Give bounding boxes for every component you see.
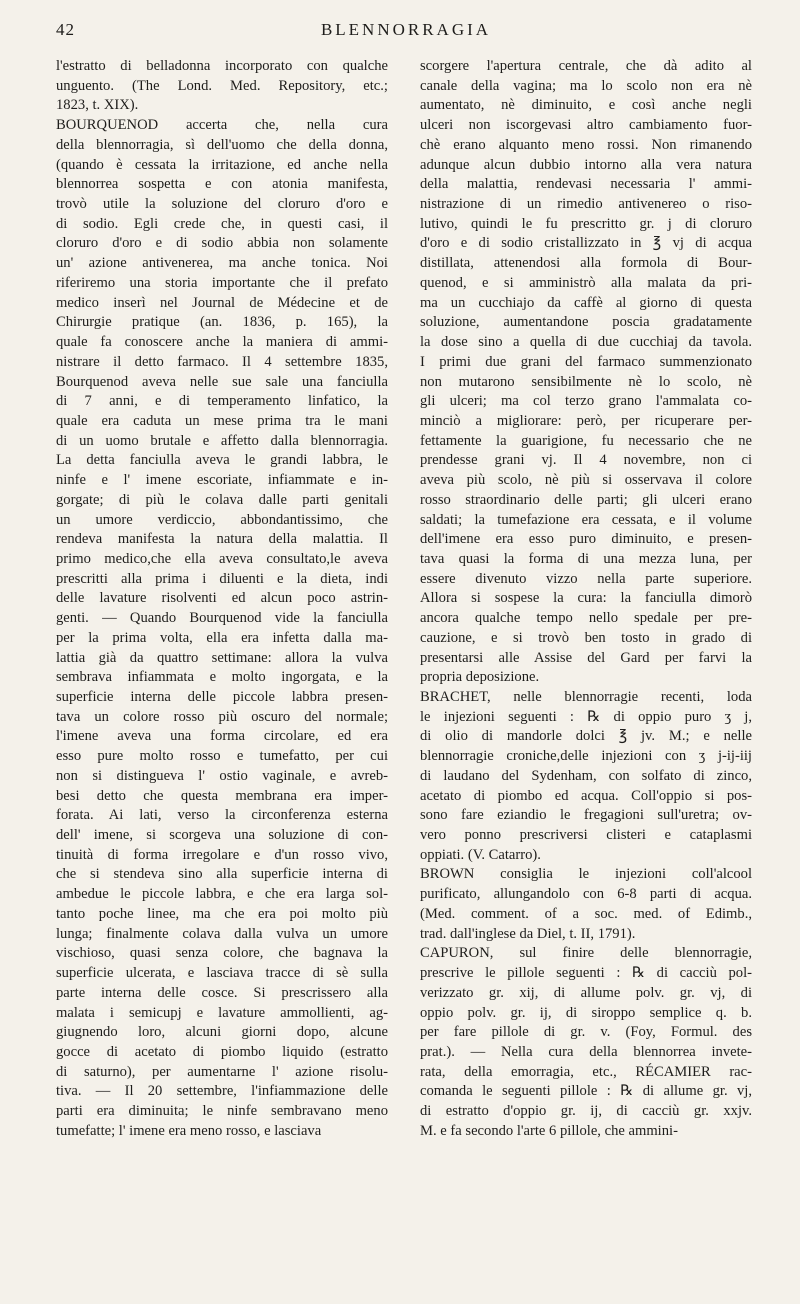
text-line: nistrare il detto farmaco. Il 4 settembre 1835, xyxy=(56,353,388,370)
text-line: primo medico,che ella aveva consultato,le aveva xyxy=(56,550,388,567)
text-line: M. e fa secondo l'arte 6 pillole, che ammini- xyxy=(420,1122,678,1139)
text-line: gli ulceri; ma col terzo grano l'ammalata co- xyxy=(420,393,752,410)
text-line: oppio polv. gr. ij, di siroppo semplice q. b. xyxy=(420,1004,752,1021)
text-line: la dose sino a quella di due cucchiaj da tavola. xyxy=(420,334,752,351)
running-title: BLENNORRAGIA xyxy=(320,20,492,39)
text-line: tava quasi la forma di una mezza luna, per xyxy=(420,550,752,567)
text-line: cauzione, e si trovò ben tosto in grado di xyxy=(420,629,752,646)
text-line: ambedue le piccole labbra, e che era larga sol- xyxy=(56,886,388,903)
text-line: lattia già da quattro settimane: allora la vulva xyxy=(56,649,388,666)
text-line: comanda le seguenti pillole : ℞ di allume gr. vj, xyxy=(420,1083,752,1100)
text-line: per la prima volta, ella era infetta dalla ma- xyxy=(56,629,388,646)
text-line: canale della vagina; ma lo scolo non era nè xyxy=(420,77,752,94)
text-line: oppiati. (V. Catarro). xyxy=(420,846,541,863)
text-line: minciò a migliorare: però, per ricuperare per- xyxy=(420,412,752,429)
text-line: esso pure molto rosso e tumefatto, per cui xyxy=(56,748,388,765)
text-line: riferiremo una storia importante che il prefato xyxy=(56,274,388,291)
text-line: di 7 anni, e di temperamento linfatico, la xyxy=(56,393,388,410)
text-line: sono fare eziandio le fregagioni sull'uretra; ov- xyxy=(420,807,752,824)
text-line: chè erano alquanto meno rossi. Non rimanendo xyxy=(420,136,752,153)
text-line: blennorragie croniche,delle injezioni con ʒ j-ij-iij xyxy=(420,748,752,765)
text-line: parti era diminuita; le ninfe sembravano meno xyxy=(56,1103,388,1120)
text-line: l'estratto di belladonna incorporato con qualche xyxy=(56,58,388,74)
text-line: lunga; finalmente colava dalla vulva un umore xyxy=(56,925,388,942)
text-line: (quando è cessata la irritazione, ed anche nella xyxy=(56,156,388,173)
text-line: medico inserì nel Journal de Médecine et de xyxy=(56,294,388,311)
text-line: ninfe e l' imene escoriate, infiammate e in- xyxy=(56,472,388,489)
text-line: di estratto d'oppio gr. ij, di cacciù gr. xxjv. xyxy=(420,1103,752,1120)
text-line: ulceri non iscorgevasi altro cambiamento fuor- xyxy=(420,117,752,134)
text-line: un' azione antivenerea, ma anche tonica. Noi xyxy=(56,255,388,272)
text-line: prat.). — Nella cura della blennorrea invete- xyxy=(420,1043,752,1060)
text-line: prendesse grani vj. Il 4 novembre, non ci xyxy=(420,452,752,469)
text-line: prescritti alla prima i diluenti e la dieta, indi xyxy=(56,570,388,587)
text-line: quenod, e si amministrò alla malata da pri- xyxy=(420,274,752,291)
text-line: di saturno), per aumentarne l' azione risolu- xyxy=(56,1063,388,1080)
text-line: superficie interna delle piccole labbra presen- xyxy=(56,689,388,705)
text-line: BOURQUENOD accerta che, nella cura xyxy=(56,117,388,134)
text-line: saldati; la tumefazione era cessata, e il volume xyxy=(420,511,752,528)
text-line: quale fa conoscere anche la maniera di ammi- xyxy=(56,334,388,351)
text-line: dell'imene era esso puro diminuito, e presen- xyxy=(420,531,752,548)
text-line: delle lavature risolventi ed alcun poco astrin- xyxy=(56,590,388,607)
text-line: genti. — Quando Bourquenod vide la fanciulla xyxy=(56,610,388,627)
text-line: BRACHET, nelle blennorragie recenti, loda xyxy=(420,689,752,705)
text-line: gocce di acetato di piombo liquido (estratto xyxy=(56,1043,388,1060)
text-line: vischioso, quasi senza colore, che bagnava la xyxy=(56,945,388,962)
page-header xyxy=(56,20,756,44)
text-line: di sodio. Egli crede che, in questi casi, il xyxy=(56,215,388,232)
text-line: di un uomo brutale e affetto dalla blennorragia. xyxy=(56,432,388,449)
text-line: non mutarono sensibilmente nè lo scolo, nè xyxy=(420,373,752,390)
text-line: La detta fanciulla aveva le grandi labbra, le xyxy=(56,452,388,469)
text-line: scorgere l'apertura centrale, che dà adito al xyxy=(420,58,752,74)
text-line: giugnendo loro, alcuni giorni dopo, alcune xyxy=(56,1024,388,1041)
text-line: 1823, t. XIX). xyxy=(56,97,139,114)
text-line: tava un colore rosso più oscuro del normale; xyxy=(56,708,388,725)
text-line: (Med. comment. of a soc. med. of Edimb., xyxy=(420,905,752,922)
text-line: d'oro e di sodio cristallizzato in ℥ vj di acqua xyxy=(420,235,752,252)
text-line: soluzione, aumentandone poscia gradatamente xyxy=(420,314,752,331)
text-line: propria deposizione. xyxy=(420,669,540,686)
text-line: della malattia, rendevasi necessaria l' ammi- xyxy=(420,176,752,193)
text-line: della blennorragia, sì dell'uomo che della donna, xyxy=(56,136,388,153)
text-line: presentarsi alle Assise del Gard per farvi la xyxy=(420,649,752,666)
text-line: rata, della emorragia, etc., RÉCAMIER rac- xyxy=(420,1063,752,1080)
text-line: vero ponno prescriversi clisteri e cataplasmi xyxy=(420,827,752,844)
right-text-column xyxy=(420,57,752,1142)
text-line: parte interna delle cosce. Si prescrissero alla xyxy=(56,984,388,1001)
text-line: I primi due grani del farmaco summenzionato xyxy=(420,353,752,370)
text-line: le injezioni seguenti : ℞ di oppio puro ʒ j, xyxy=(420,708,752,725)
text-line: tumefatte; l' imene era meno rosso, e lasciava xyxy=(56,1122,322,1139)
text-line: distillata, attenendosi alla formola di Bour- xyxy=(420,255,752,272)
text-line: lutivo, quindi le fu prescritto gr. j di cloruro xyxy=(420,215,752,232)
text-line: superficie ulcerata, e lasciava tracce di sè sulla xyxy=(56,965,388,982)
text-line: trovò utile la soluzione del cloruro d'oro e xyxy=(56,196,388,213)
text-line: l'imene aveva una forma circolare, ed era xyxy=(56,728,388,745)
text-line: di laudano del Sydenham, con solfato di zinco, xyxy=(420,767,752,784)
text-line: dell' imene, si scorgeva una soluzione di con- xyxy=(56,827,388,844)
text-line: Allora si sospese la cura: la fanciulla dimorò xyxy=(420,590,752,607)
text-line: Bourquenod aveva nelle sue sale una fanciulla xyxy=(56,373,388,390)
text-line: malata i semicupj e lavature ammollienti, ag- xyxy=(56,1004,388,1021)
text-line: rosso straordinario delle parti; gli ulceri erano xyxy=(420,491,752,508)
text-line: gorgate; di più le colava dalle parti genitali xyxy=(56,491,388,508)
text-line: quale era caduta un mese prima tra le mani xyxy=(56,412,388,429)
text-line: aumentato, nè diminuito, e così anche negli xyxy=(420,97,752,114)
text-line: acetato di piombo ed acqua. Coll'oppio si pos- xyxy=(420,787,752,804)
text-line: ma un cucchiajo da caffè al giorno di questa xyxy=(420,294,752,311)
text-line: un umore verdiccio, abbondantissimo, che xyxy=(56,511,388,528)
text-line: trad. dall'inglese da Diel, t. II, 1791). xyxy=(420,925,636,942)
text-line: tiva. — Il 20 settembre, l'infiammazione delle xyxy=(56,1083,388,1100)
text-line: ancora qualche tempo nello spedale per pre- xyxy=(420,610,752,627)
text-line: per fare pillole di gr. v. (Foy, Formul. des xyxy=(420,1024,752,1041)
text-line: forata. Ai lati, verso la circonferenza esterna xyxy=(56,807,388,824)
text-line: verizzato gr. xij, di allume polv. gr. vj, di xyxy=(420,984,752,1001)
text-line: di olio di mandorle dolci ℥ jv. M.; e nelle xyxy=(420,728,752,745)
text-line: besi detto che questa membrana era imper- xyxy=(56,787,388,804)
text-line: non si distingueva l' ostio vaginale, e avreb- xyxy=(56,767,388,784)
text-line: adunque alcun dubbio intorno alla vera natura xyxy=(420,156,752,173)
text-line: nistrazione di un rimedio antivenereo o riso- xyxy=(420,196,752,213)
page-number: 42 xyxy=(56,20,75,39)
text-line: tanto poche linee, ma che era poi molto più xyxy=(56,905,388,922)
text-line: CAPURON, sul finire delle blennorragie, xyxy=(420,945,752,962)
text-line: purificato, allungandolo con 6-8 parti di acqua. xyxy=(420,886,752,903)
text-line: unguento. (The Lond. Med. Repository, etc.; xyxy=(56,77,388,94)
text-line: sembrava infiammata e molto ingorgata, e la xyxy=(56,669,388,686)
left-text-column xyxy=(56,57,388,1142)
text-line: essere divenuto vizzo nella parte superiore. xyxy=(420,570,752,587)
text-line: BROWN consiglia le injezioni coll'alcool xyxy=(420,866,752,883)
text-line: fettamente la guarigione, fu necessario che ne xyxy=(420,432,752,449)
text-line: aveva più scolo, nè più si osservava il colore xyxy=(420,472,752,489)
text-line: prescrive le pillole seguenti : ℞ di cacciù pol- xyxy=(420,965,752,982)
text-line: tinuità di forma irregolare e d'un rosso vivo, xyxy=(56,846,388,863)
text-line: blennorrea sospetta e con atonia manifesta, xyxy=(56,176,388,193)
text-line: che si stendeva sino alla superficie interna di xyxy=(56,866,388,883)
text-line: Chirurgie pratique (an. 1836, p. 165), la xyxy=(56,314,388,331)
text-line: cloruro d'oro e di sodio abbia non solamente xyxy=(56,235,388,252)
text-line: rendeva manifesta la natura della malattia. Il xyxy=(56,531,388,548)
